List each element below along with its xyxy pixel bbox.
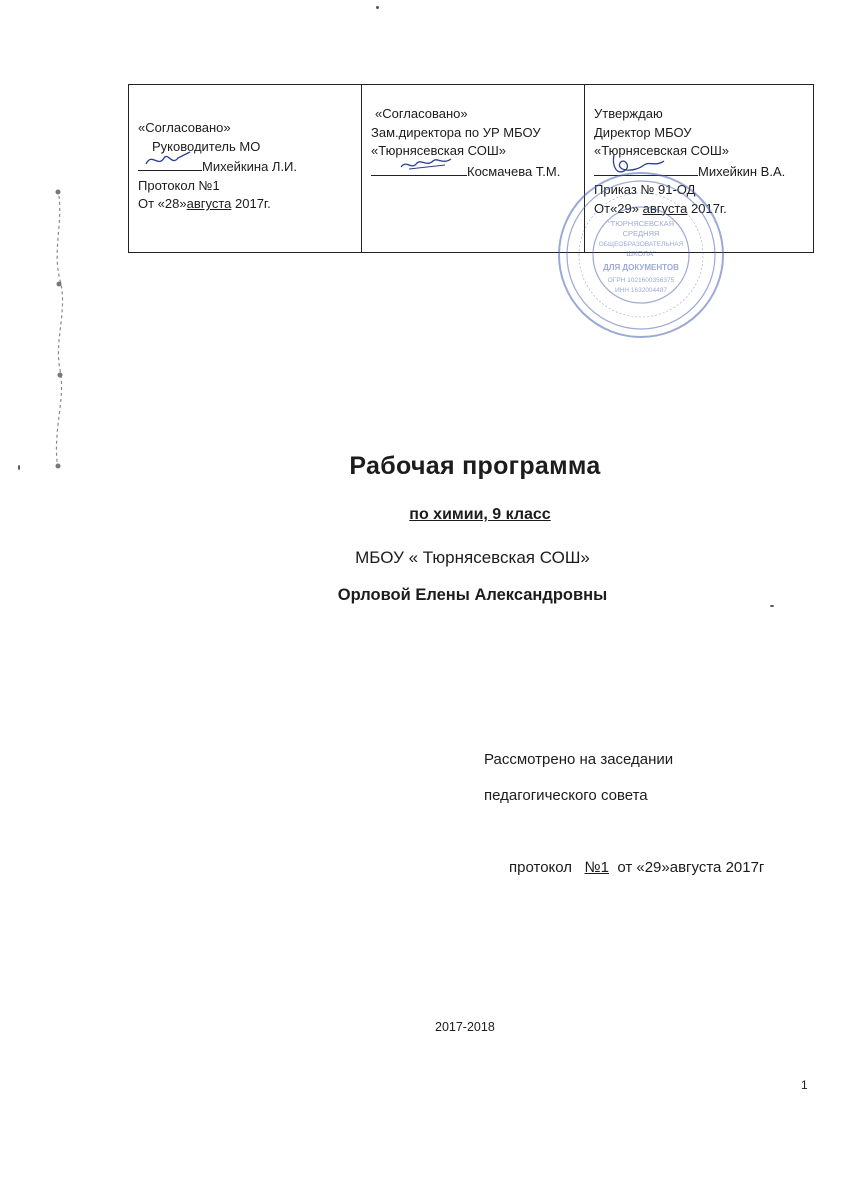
protocol-number-mo: Протокол №1 xyxy=(138,177,220,193)
document-title: Рабочая программа xyxy=(349,452,601,480)
scan-speck xyxy=(18,465,20,470)
considered-line-2: педагогического совета xyxy=(484,787,648,804)
director-school: «Тюрнясевская СОШ» xyxy=(594,143,730,158)
stamp-line-2: СРЕДНЯЯ xyxy=(622,229,660,238)
scan-speck xyxy=(376,6,379,9)
binding-stitches xyxy=(38,180,78,480)
mo-head-name: Михейкина Л.И. xyxy=(202,159,298,174)
stamp-line-5: ДЛЯ ДОКУМЕНТОВ xyxy=(603,263,679,272)
deputy-title: Зам.директора по УР МБОУ xyxy=(371,124,541,140)
title-block xyxy=(0,452,865,605)
stamp-line-1: "ТЮРНЯСЕВСКАЯ xyxy=(607,219,675,228)
stamp-line-4: ШКОЛА" xyxy=(626,249,656,258)
stamp-line-6: ОГРН 1021600356375 xyxy=(607,277,675,284)
protocol-date-month-mo: августа xyxy=(186,196,232,211)
signature-line-mo xyxy=(138,156,202,171)
approve-label: Утверждаю xyxy=(594,106,663,121)
school-name: МБОУ « Тюрнясевская СОШ» xyxy=(355,548,590,567)
director-name: Михейкин В.А. xyxy=(698,163,786,179)
scan-speck xyxy=(770,605,774,607)
document-subject: по химии, 9 класс xyxy=(409,506,551,523)
agreed-label-1: «Согласовано» xyxy=(138,120,231,135)
considered-protocol-prefix: протокол xyxy=(509,859,585,876)
approval-cell-deputy xyxy=(362,85,585,253)
protocol-date-year-mo: 2017г. xyxy=(231,196,271,211)
order-number: Приказ № 91-ОД xyxy=(594,182,696,197)
approval-cell-mo xyxy=(129,85,362,253)
deputy-school: «Тюрнясевская СОШ» xyxy=(371,143,507,158)
author-name: Орловой Елены Александровны xyxy=(337,586,608,604)
school-stamp xyxy=(556,170,726,340)
considered-protocol-date: от «29»августа 2017г xyxy=(608,859,765,876)
considered-line-1: Рассмотрено на заседании xyxy=(484,751,674,768)
order-date-year: 2017г. xyxy=(687,200,727,216)
considered-protocol-number: №1 xyxy=(584,859,609,876)
signature-deputy-icon xyxy=(371,153,467,175)
signature-line-deputy xyxy=(371,161,467,176)
considered-block xyxy=(484,742,764,922)
mo-head-title: Руководитель МО xyxy=(152,138,261,154)
agreed-label-2: «Согласовано» xyxy=(375,106,468,121)
signature-mo-icon xyxy=(138,148,202,170)
protocol-date-prefix-mo: От «28» xyxy=(138,196,187,211)
director-title: Директор МБОУ xyxy=(594,124,692,140)
order-date-prefix: От«29» xyxy=(594,200,643,216)
stamp-line-7: ИНН 1632004487 xyxy=(614,287,668,294)
stamp-line-3: ОБЩЕОБРАЗОВАТЕЛЬНАЯ xyxy=(598,241,684,248)
order-date-month: августа xyxy=(642,200,688,216)
academic-years: 2017-2018 xyxy=(435,1020,495,1034)
page-number: 1 xyxy=(801,1078,808,1092)
deputy-name: Космачева Т.М. xyxy=(467,163,561,179)
